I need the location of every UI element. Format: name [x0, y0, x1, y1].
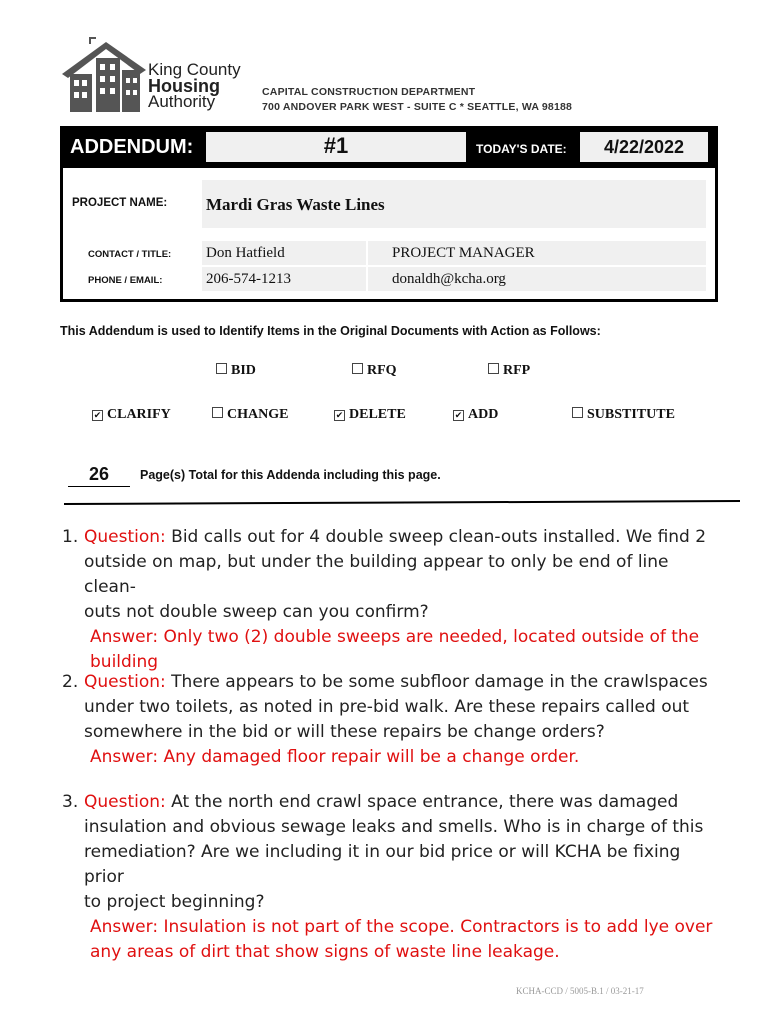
- checkbox-bid[interactable]: [216, 363, 256, 379]
- item-number: 1.: [62, 527, 79, 547]
- checkbox-box: [352, 363, 363, 374]
- checkbox-rfp[interactable]: [488, 363, 530, 379]
- checkbox-rfq[interactable]: [352, 363, 397, 379]
- checkbox-substitute[interactable]: [572, 407, 675, 423]
- checkbox-delete[interactable]: [334, 407, 406, 423]
- phone-label: PHONE / EMAIL:: [88, 275, 163, 286]
- question-line: Bid calls out for 4 double sweep clean-outs installed. We find 2: [165, 527, 707, 547]
- checkbox-box: [488, 363, 499, 374]
- logo-line-2: Housing: [148, 76, 220, 96]
- dept-name: CAPITAL CONSTRUCTION DEPARTMENT: [262, 86, 476, 98]
- page-count: 26: [68, 464, 130, 487]
- date-value: 4/22/2022: [603, 137, 685, 157]
- kcha-logo-icon: [60, 36, 146, 116]
- answer-line: Answer: Only two (2) double sweeps are needed, located outside of the: [90, 627, 700, 647]
- qa-item: [60, 790, 720, 965]
- question-line: There appears to be some subfloor damage in the crawlspaces: [165, 672, 708, 692]
- answer-line: building: [90, 652, 159, 672]
- contact-label: CONTACT / TITLE:: [88, 249, 172, 260]
- checkmark-icon: ✔: [93, 410, 102, 420]
- answer-line: Answer: Any damaged floor repair will be a change order.: [90, 747, 580, 767]
- addendum-label: ADDENDUM:: [70, 136, 194, 158]
- question: [84, 790, 720, 815]
- checkmark-icon: ✔: [454, 410, 463, 420]
- checkbox-label: RFP: [503, 363, 531, 378]
- form-footer: KCHA-CCD / 5005-B.1 / 03-21-17: [516, 986, 644, 996]
- page-count-label: Page(s) Total for this Addenda including this page.: [140, 468, 441, 482]
- dept-address: 700 ANDOVER PARK WEST - SUITE C * SEATTLE, WA 98188: [262, 101, 573, 113]
- project-name-value: Mardi Gras Waste Lines: [206, 195, 385, 214]
- phone-value: 206-574-1213: [206, 271, 291, 287]
- qa-item: [60, 525, 720, 675]
- addendum-number: #1: [323, 133, 349, 158]
- question-line: to project beginning?: [84, 892, 265, 912]
- answer-line: any areas of dirt that show signs of waste line leakage.: [90, 942, 560, 962]
- checkbox-box: [212, 407, 223, 418]
- checkbox-label: CLARIFY: [107, 407, 171, 422]
- section-divider: [64, 500, 740, 505]
- question: [84, 670, 720, 695]
- contact-name: Don Hatfield: [206, 245, 285, 261]
- question-label: Question:: [84, 792, 166, 812]
- question-line: At the north end crawl space entrance, there was damaged: [165, 792, 679, 812]
- logo-line-3: Authority: [148, 92, 216, 111]
- logo-line-1: King County: [148, 60, 241, 79]
- checkbox-add[interactable]: [453, 407, 498, 423]
- checkbox-label: BID: [231, 363, 256, 378]
- checkbox-label: SUBSTITUTE: [587, 407, 675, 422]
- checkbox-clarify[interactable]: [92, 407, 171, 423]
- question-line: somewhere in the bid or will these repairs be change orders?: [84, 722, 605, 742]
- item-number: 2.: [62, 672, 79, 692]
- question-line: outs not double sweep can you confirm?: [84, 602, 429, 622]
- email-value: donaldh@kcha.org: [392, 271, 506, 287]
- question-line: outside on map, but under the building appear to only be end of line clean-: [84, 552, 669, 597]
- question: [84, 525, 720, 550]
- field-separator: [366, 267, 368, 291]
- question-line: insulation and obvious sewage leaks and smells. Who is in charge of this: [84, 817, 704, 837]
- question-label: Question:: [84, 672, 166, 692]
- question-label: Question:: [84, 527, 166, 547]
- checkbox-box: [572, 407, 583, 418]
- logo-wordmark: [148, 62, 241, 110]
- checkbox-label: RFQ: [367, 363, 397, 378]
- project-name-label: PROJECT NAME:: [72, 197, 168, 209]
- checkbox-change[interactable]: [212, 407, 288, 423]
- contact-title: PROJECT MANAGER: [392, 245, 535, 261]
- qa-item: [60, 670, 720, 770]
- checkbox-label: ADD: [468, 407, 499, 422]
- question-line: remediation? Are we including it in our bid price or will KCHA be fixing prior: [84, 842, 681, 887]
- answer-line: Answer: Insulation is not part of the scope. Contractors is to add lye over: [90, 917, 713, 937]
- date-label: TODAY'S DATE:: [476, 142, 567, 156]
- intro-text: This Addendum is used to Identify Items in the Original Documents with Action as Follows:: [60, 324, 601, 338]
- checkbox-label: CHANGE: [227, 407, 289, 422]
- checkmark-icon: ✔: [335, 410, 344, 420]
- question-line: under two toilets, as noted in pre-bid walk. Are these repairs called out: [84, 697, 690, 717]
- item-number: 3.: [62, 792, 79, 812]
- checkbox-label: DELETE: [349, 407, 406, 422]
- checkbox-box: [216, 363, 227, 374]
- department-address: [262, 85, 572, 115]
